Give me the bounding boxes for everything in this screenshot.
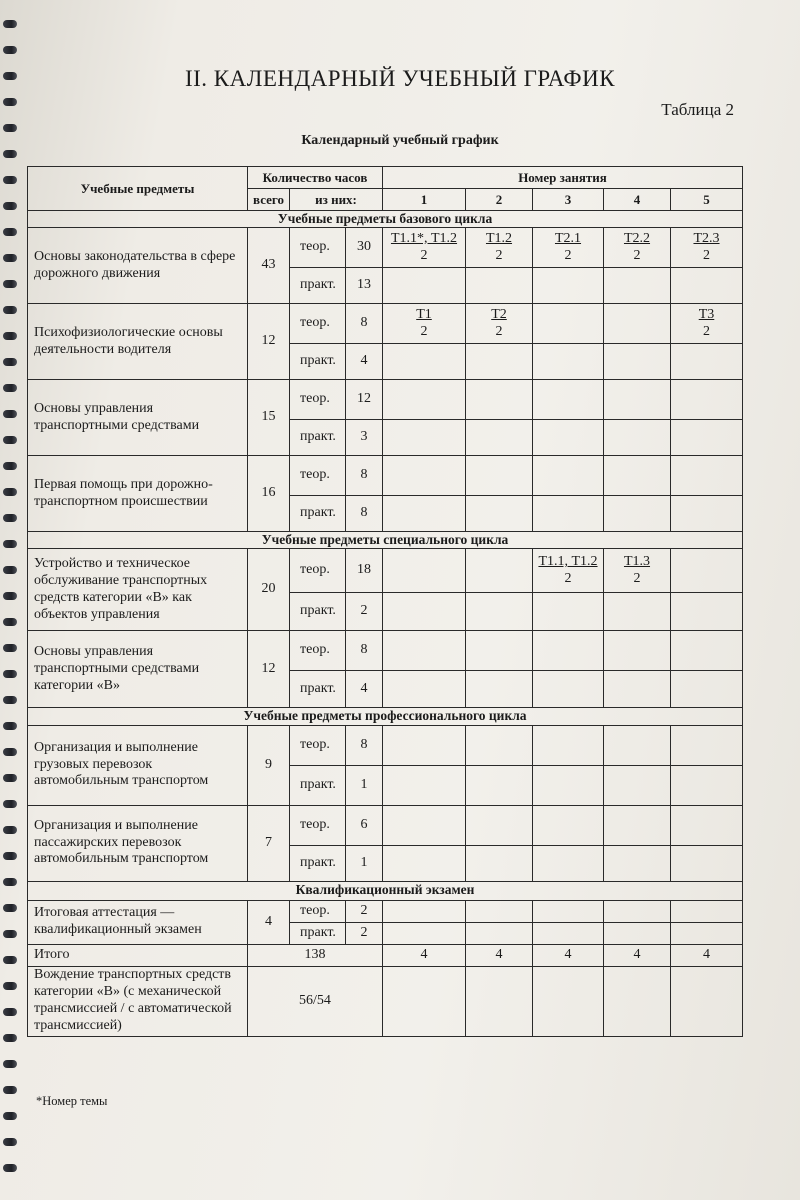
lesson-cell <box>466 304 533 344</box>
lesson-cell <box>533 304 604 344</box>
lesson-cell <box>466 420 533 456</box>
table-number: Таблица 2 <box>661 100 734 119</box>
lesson-cell <box>383 922 466 944</box>
binding-ring <box>3 1164 17 1172</box>
spiral-binding <box>0 0 22 1200</box>
section-exam: Квалификационный экзамен <box>28 881 743 900</box>
binding-ring <box>3 228 17 236</box>
lesson-hours: 2 <box>420 247 428 263</box>
binding-ring <box>3 800 17 808</box>
lesson-cell <box>604 380 671 420</box>
lesson-cell <box>466 228 533 268</box>
lesson-cell <box>466 631 533 671</box>
header-lesson-1: 1 <box>383 189 466 211</box>
theory-hours: 8 <box>346 304 383 344</box>
binding-ring <box>3 1060 17 1068</box>
lesson-cell <box>671 765 743 805</box>
subject-name: Первая помощь при дорожно-транспортном происшествии <box>28 456 248 532</box>
header-total: всего <box>248 189 290 211</box>
binding-ring <box>3 566 17 574</box>
lesson-cell <box>533 420 604 456</box>
lesson-cell <box>533 966 604 1036</box>
lesson-cell <box>383 631 466 671</box>
binding-ring <box>3 280 17 288</box>
lesson-cell <box>383 456 466 496</box>
practice-label: практ. <box>290 593 346 631</box>
lesson-cell <box>604 631 671 671</box>
theory-hours: 8 <box>346 456 383 496</box>
lesson-cell <box>466 725 533 765</box>
theory-hours: 6 <box>346 805 383 845</box>
topic-number: Т2 <box>491 306 507 322</box>
subject-name: Итоговая аттестация — квалификационный экзамен <box>28 900 248 944</box>
binding-ring <box>3 722 17 730</box>
header-subjects: Учебные предметы <box>28 167 248 211</box>
lesson-cell <box>533 268 604 304</box>
lesson-cell <box>466 845 533 881</box>
header-lesson-5: 5 <box>671 189 743 211</box>
binding-ring <box>3 1112 17 1120</box>
driving-name: Вождение транспортных средств категории «B» (с механической трансмиссией / с автоматической трансмиссией) <box>28 966 248 1036</box>
theory-label: теор. <box>290 549 346 593</box>
binding-ring <box>3 904 17 912</box>
practice-label: практ. <box>290 420 346 456</box>
header-lesson-number: Номер занятия <box>383 167 743 189</box>
lesson-cell <box>533 922 604 944</box>
lesson-hours: 2 <box>703 323 710 339</box>
theory-label: теор. <box>290 304 346 344</box>
practice-label: практ. <box>290 922 346 944</box>
lesson-cell <box>383 304 466 344</box>
section-special: Учебные предметы специального цикла <box>28 532 743 549</box>
binding-ring <box>3 618 17 626</box>
topic-number: Т1.1*, Т1.2 <box>390 230 458 246</box>
lesson-cell <box>533 671 604 708</box>
practice-hours: 4 <box>346 344 383 380</box>
lesson-cell <box>671 456 743 496</box>
lesson-cell <box>466 765 533 805</box>
binding-ring <box>3 592 17 600</box>
header-lesson-3: 3 <box>533 189 604 211</box>
driving-hours: 56/54 <box>248 966 383 1036</box>
theory-hours: 18 <box>346 549 383 593</box>
lesson-cell <box>533 549 604 593</box>
practice-label: практ. <box>290 496 346 532</box>
binding-ring <box>3 1008 17 1016</box>
lesson-cell <box>671 268 743 304</box>
binding-ring <box>3 1086 17 1094</box>
theory-hours: 30 <box>346 228 383 268</box>
lesson-cell <box>533 228 604 268</box>
lesson-cell <box>671 805 743 845</box>
lesson-cell <box>604 456 671 496</box>
lesson-cell <box>604 420 671 456</box>
theory-hours: 12 <box>346 380 383 420</box>
lesson-cell <box>533 344 604 380</box>
topic-number: Т1.2 <box>485 230 513 246</box>
binding-ring <box>3 540 17 548</box>
theory-label: теор. <box>290 456 346 496</box>
subject-total-hours: 43 <box>248 228 290 304</box>
lesson-cell <box>671 900 743 922</box>
lesson-hours: 2 <box>703 247 710 263</box>
binding-ring <box>3 176 17 184</box>
lesson-cell <box>604 900 671 922</box>
practice-hours: 13 <box>346 268 383 304</box>
topic-number: Т1.3 <box>623 554 651 570</box>
lesson-cell <box>383 966 466 1036</box>
practice-hours: 3 <box>346 420 383 456</box>
theory-label: теор. <box>290 805 346 845</box>
subject-name: Психофизиологические основы деятельности водителя <box>28 304 248 380</box>
section-base: Учебные предметы базового цикла <box>28 211 743 228</box>
lesson-cell <box>604 496 671 532</box>
lesson-hours: 2 <box>564 570 572 586</box>
binding-ring <box>3 124 17 132</box>
binding-ring <box>3 436 17 444</box>
lesson-cell <box>533 845 604 881</box>
theory-hours: 8 <box>346 725 383 765</box>
lesson-cell <box>604 805 671 845</box>
subject-total-hours: 7 <box>248 805 290 881</box>
lesson-cell <box>671 922 743 944</box>
schedule-table <box>27 166 743 1037</box>
lesson-hours: 2 <box>564 247 572 263</box>
binding-ring <box>3 254 17 262</box>
lesson-cell <box>671 845 743 881</box>
practice-label: практ. <box>290 845 346 881</box>
theory-label: теор. <box>290 631 346 671</box>
lesson-cell <box>466 900 533 922</box>
lesson-cell <box>466 922 533 944</box>
subject-name: Устройство и техническое обслуживание транспортных средств категории «B» как объектов управления <box>28 549 248 631</box>
binding-ring <box>3 332 17 340</box>
practice-hours: 2 <box>346 593 383 631</box>
totals-lesson-4: 4 <box>604 944 671 966</box>
section-professional: Учебные предметы профессионального цикла <box>28 708 743 725</box>
topic-number: Т1 <box>416 306 432 322</box>
header-of-which: из них: <box>290 189 383 211</box>
subject-total-hours: 4 <box>248 900 290 944</box>
lesson-cell <box>466 549 533 593</box>
binding-ring <box>3 514 17 522</box>
lesson-cell <box>383 496 466 532</box>
lesson-cell <box>604 593 671 631</box>
lesson-cell <box>466 593 533 631</box>
binding-ring <box>3 488 17 496</box>
lesson-cell <box>604 845 671 881</box>
lesson-cell <box>383 549 466 593</box>
subject-total-hours: 16 <box>248 456 290 532</box>
binding-ring <box>3 826 17 834</box>
lesson-cell <box>604 549 671 593</box>
binding-ring <box>3 20 17 28</box>
subject-name: Организация и выполнение пассажирских перевозок автомобильным транспортом <box>28 805 248 881</box>
lesson-cell <box>383 845 466 881</box>
subject-total-hours: 12 <box>248 304 290 380</box>
practice-label: практ. <box>290 671 346 708</box>
lesson-hours: 2 <box>420 323 428 339</box>
lesson-cell <box>604 725 671 765</box>
binding-ring <box>3 748 17 756</box>
lesson-cell <box>383 725 466 765</box>
topic-number: Т3 <box>698 306 715 322</box>
topic-number: Т2.2 <box>623 230 651 246</box>
lesson-cell <box>383 900 466 922</box>
lesson-cell <box>383 593 466 631</box>
topic-number: Т2.3 <box>693 230 720 246</box>
lesson-cell <box>671 380 743 420</box>
lesson-cell <box>383 420 466 456</box>
lesson-cell <box>671 228 743 268</box>
totals-hours: 138 <box>248 944 383 966</box>
lesson-cell <box>466 268 533 304</box>
lesson-cell <box>604 344 671 380</box>
lesson-cell <box>533 725 604 765</box>
totals-label: Итого <box>28 944 248 966</box>
lesson-cell <box>604 304 671 344</box>
subject-total-hours: 12 <box>248 631 290 708</box>
lesson-cell <box>383 765 466 805</box>
topic-number: Т1.1, Т1.2 <box>538 554 598 570</box>
practice-hours: 1 <box>346 765 383 805</box>
lesson-hours: 2 <box>495 323 503 339</box>
header-lesson-2: 2 <box>466 189 533 211</box>
lesson-cell <box>604 228 671 268</box>
lesson-cell <box>383 268 466 304</box>
binding-ring <box>3 384 17 392</box>
binding-ring <box>3 306 17 314</box>
lesson-cell <box>533 496 604 532</box>
lesson-cell <box>533 380 604 420</box>
binding-ring <box>3 150 17 158</box>
binding-ring <box>3 670 17 678</box>
binding-ring <box>3 956 17 964</box>
lesson-cell <box>466 671 533 708</box>
subject-name: Основы управления транспортными средствами категории «B» <box>28 631 248 708</box>
lesson-cell <box>533 456 604 496</box>
lesson-hours: 2 <box>633 247 641 263</box>
page-title: II. КАЛЕНДАРНЫЙ УЧЕБНЫЙ ГРАФИК <box>184 66 616 91</box>
totals-lesson-1: 4 <box>383 944 466 966</box>
lesson-cell <box>466 966 533 1036</box>
totals-lesson-2: 4 <box>466 944 533 966</box>
lesson-cell <box>466 805 533 845</box>
table-caption: Календарный учебный график <box>301 133 499 148</box>
theory-label: теор. <box>290 228 346 268</box>
footnote: *Номер темы <box>36 1094 108 1108</box>
practice-label: практ. <box>290 268 346 304</box>
subject-name: Основы управления транспортными средствами <box>28 380 248 456</box>
lesson-cell <box>671 725 743 765</box>
lesson-cell <box>533 805 604 845</box>
theory-hours: 2 <box>346 900 383 922</box>
lesson-cell <box>671 344 743 380</box>
lesson-cell <box>533 900 604 922</box>
lesson-cell <box>604 922 671 944</box>
lesson-cell <box>466 456 533 496</box>
theory-label: теор. <box>290 725 346 765</box>
header-hours: Количество часов <box>248 167 383 189</box>
binding-ring <box>3 1138 17 1146</box>
binding-ring <box>3 878 17 886</box>
binding-ring <box>3 644 17 652</box>
binding-ring <box>3 930 17 938</box>
lesson-cell <box>671 671 743 708</box>
binding-ring <box>3 202 17 210</box>
totals-lesson-5: 4 <box>671 944 743 966</box>
lesson-cell <box>671 631 743 671</box>
header-lesson-4: 4 <box>604 189 671 211</box>
lesson-cell <box>604 966 671 1036</box>
subject-total-hours: 20 <box>248 549 290 631</box>
binding-ring <box>3 1034 17 1042</box>
subject-total-hours: 15 <box>248 380 290 456</box>
lesson-cell <box>604 765 671 805</box>
lesson-cell <box>383 671 466 708</box>
binding-ring <box>3 982 17 990</box>
lesson-cell <box>671 304 743 344</box>
lesson-cell <box>533 631 604 671</box>
lesson-cell <box>533 593 604 631</box>
binding-ring <box>3 410 17 418</box>
lesson-cell <box>533 765 604 805</box>
lesson-cell <box>671 966 743 1036</box>
lesson-cell <box>671 420 743 456</box>
lesson-cell <box>466 496 533 532</box>
binding-ring <box>3 696 17 704</box>
lesson-cell <box>671 593 743 631</box>
theory-label: теор. <box>290 900 346 922</box>
practice-hours: 1 <box>346 845 383 881</box>
totals-lesson-3: 4 <box>533 944 604 966</box>
lesson-cell <box>604 268 671 304</box>
lesson-cell <box>383 344 466 380</box>
practice-hours: 2 <box>346 922 383 944</box>
lesson-cell <box>383 805 466 845</box>
lesson-cell <box>671 496 743 532</box>
binding-ring <box>3 358 17 366</box>
practice-hours: 4 <box>346 671 383 708</box>
topic-number: Т2.1 <box>554 230 582 246</box>
binding-ring <box>3 852 17 860</box>
binding-ring <box>3 462 17 470</box>
lesson-cell <box>466 344 533 380</box>
theory-hours: 8 <box>346 631 383 671</box>
subject-name: Основы законодательства в сфере дорожного движения <box>28 228 248 304</box>
subject-total-hours: 9 <box>248 725 290 805</box>
lesson-cell <box>466 380 533 420</box>
lesson-cell <box>671 549 743 593</box>
lesson-hours: 2 <box>633 570 641 586</box>
practice-hours: 8 <box>346 496 383 532</box>
lesson-cell <box>383 228 466 268</box>
subject-name: Организация и выполнение грузовых перевозок автомобильным транспортом <box>28 725 248 805</box>
lesson-cell <box>383 380 466 420</box>
binding-ring <box>3 98 17 106</box>
lesson-cell <box>604 671 671 708</box>
practice-label: практ. <box>290 344 346 380</box>
binding-ring <box>3 46 17 54</box>
practice-label: практ. <box>290 765 346 805</box>
lesson-hours: 2 <box>495 247 503 263</box>
binding-ring <box>3 774 17 782</box>
theory-label: теор. <box>290 380 346 420</box>
